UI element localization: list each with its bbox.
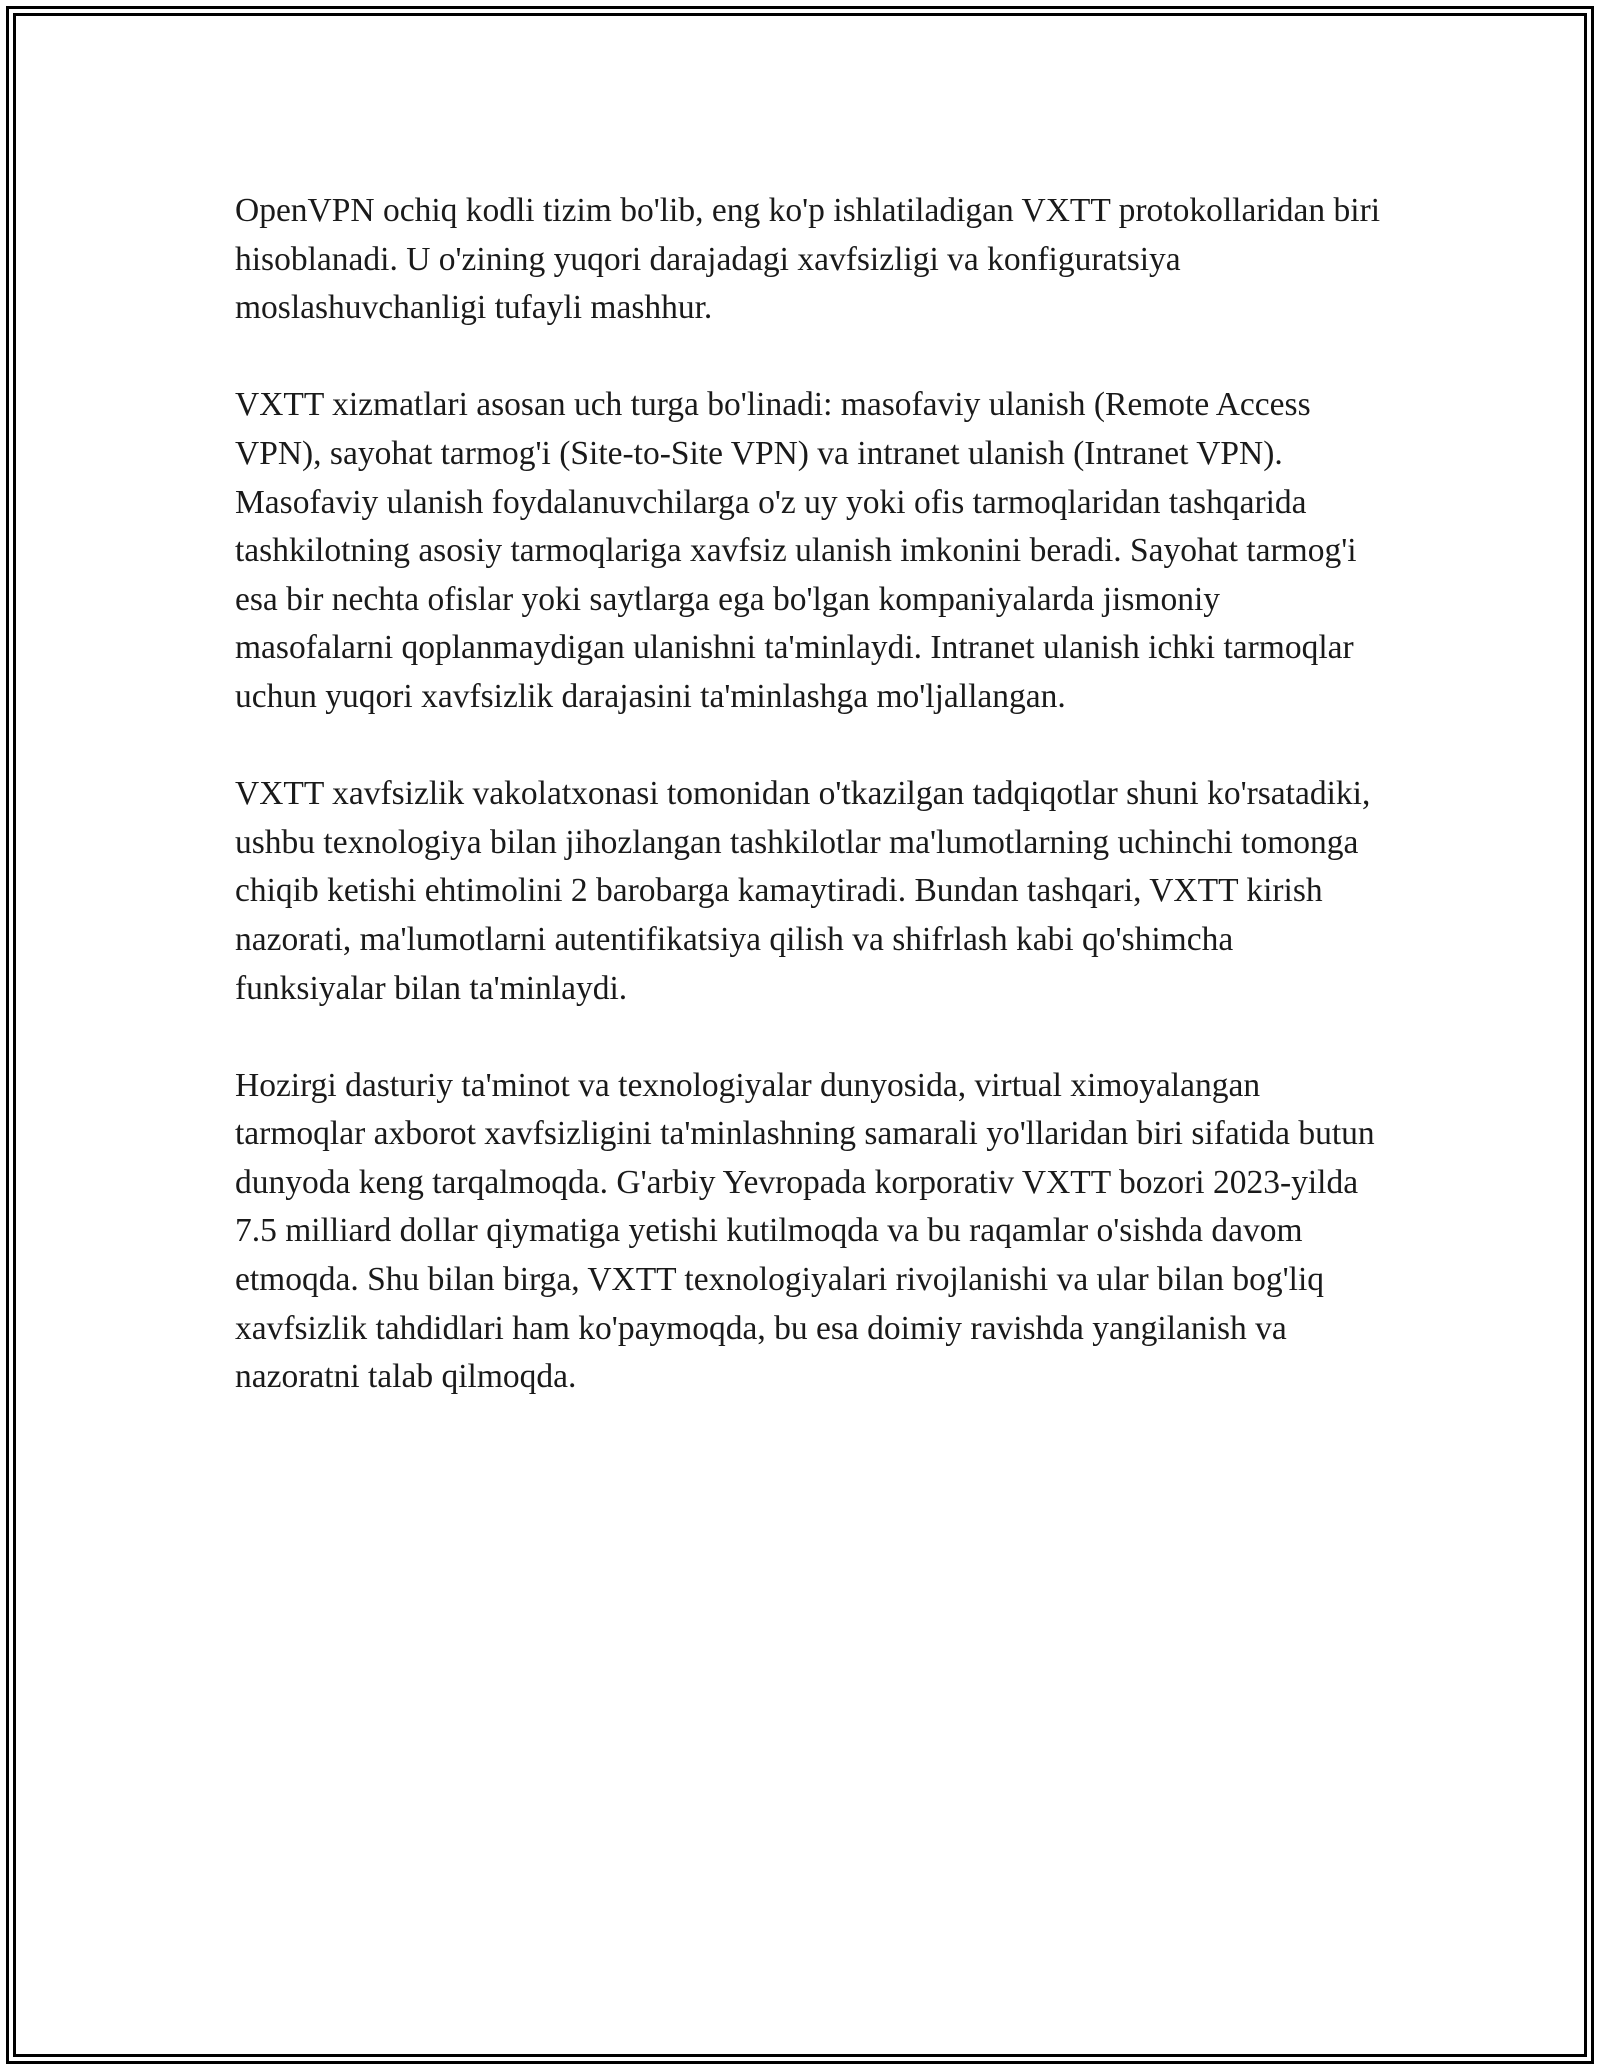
paragraph-vxtt-market: Hozirgi dasturiy ta'minot va texnologiyalar dunyosida, virtual ximoyalangan tarmoqlar axborot xavfsizligini ta'minlashning samarali yo'llaridan biri sifatida butun dunyoda keng tarqalmoqda. G'arbiy Yevropada korporativ VXTT bozori 2023-yilda 7.5 milliard dollar qiymatiga yetishi kutilmoqda va bu raqamlar o'sishda davom etmoqda. Shu bilan birga, VXTT texnologiyalari rivojlanishi va ular bilan bog'liq xavfsizlik tahdidlari ham ko'paymoqda, bu esa doimiy ravishda yangilanish va nazoratni talab qilmoqda. (235, 1066, 1375, 1396)
document-body (235, 187, 1385, 1402)
paragraph-vxtt-research: VXTT xavfsizlik vakolatxonasi tomonidan o'tkazilgan tadqiqotlar shuni ko'rsatadiki, ushbu texnologiya bilan jihozlangan tashkilotlar ma'lumotlarning uchinchi tomonga chiqib ketishi ehtimolini 2 barobarga kamaytiradi. Bundan tashqari, VXTT kirish nazorati, ma'lumotlarni autentifikatsiya qilish va shifrlash kabi qo'shimcha funksiyalar bilan ta'minlaydi. (235, 775, 1371, 1007)
paragraph-openvpn: OpenVPN ochiq kodli tizim bo'lib, eng ko'p ishlatiladigan VXTT protokollaridan biri hisoblanadi. U o'zining yuqori darajadagi xavfsizligi va konfiguratsiya moslashuvchanligi tufayli mashhur. (235, 192, 1381, 327)
paragraph-vxtt-types: VXTT xizmatlari asosan uch turga bo'linadi: masofaviy ulanish (Remote Access VPN), sayohat tarmog'i (Site-to-Site VPN) va intranet ulanish (Intranet VPN). Masofaviy ulanish foydalanuvchilarga o'z uy yoki ofis tarmoqlaridan tashqarida tashkilotning asosiy tarmoqlariga xavfsiz ulanish imkonini beradi. Sayohat tarmog'i esa bir nechta ofislar yoki saytlarga ega bo'lgan kompaniyalarda jismoniy masofalarni qoplanmaydigan ulanishni ta'minlaydi. Intranet ulanish ichki tarmoqlar uchun yuqori xavfsizlik darajasini ta'minlashga mo'ljallangan. (235, 386, 1357, 715)
